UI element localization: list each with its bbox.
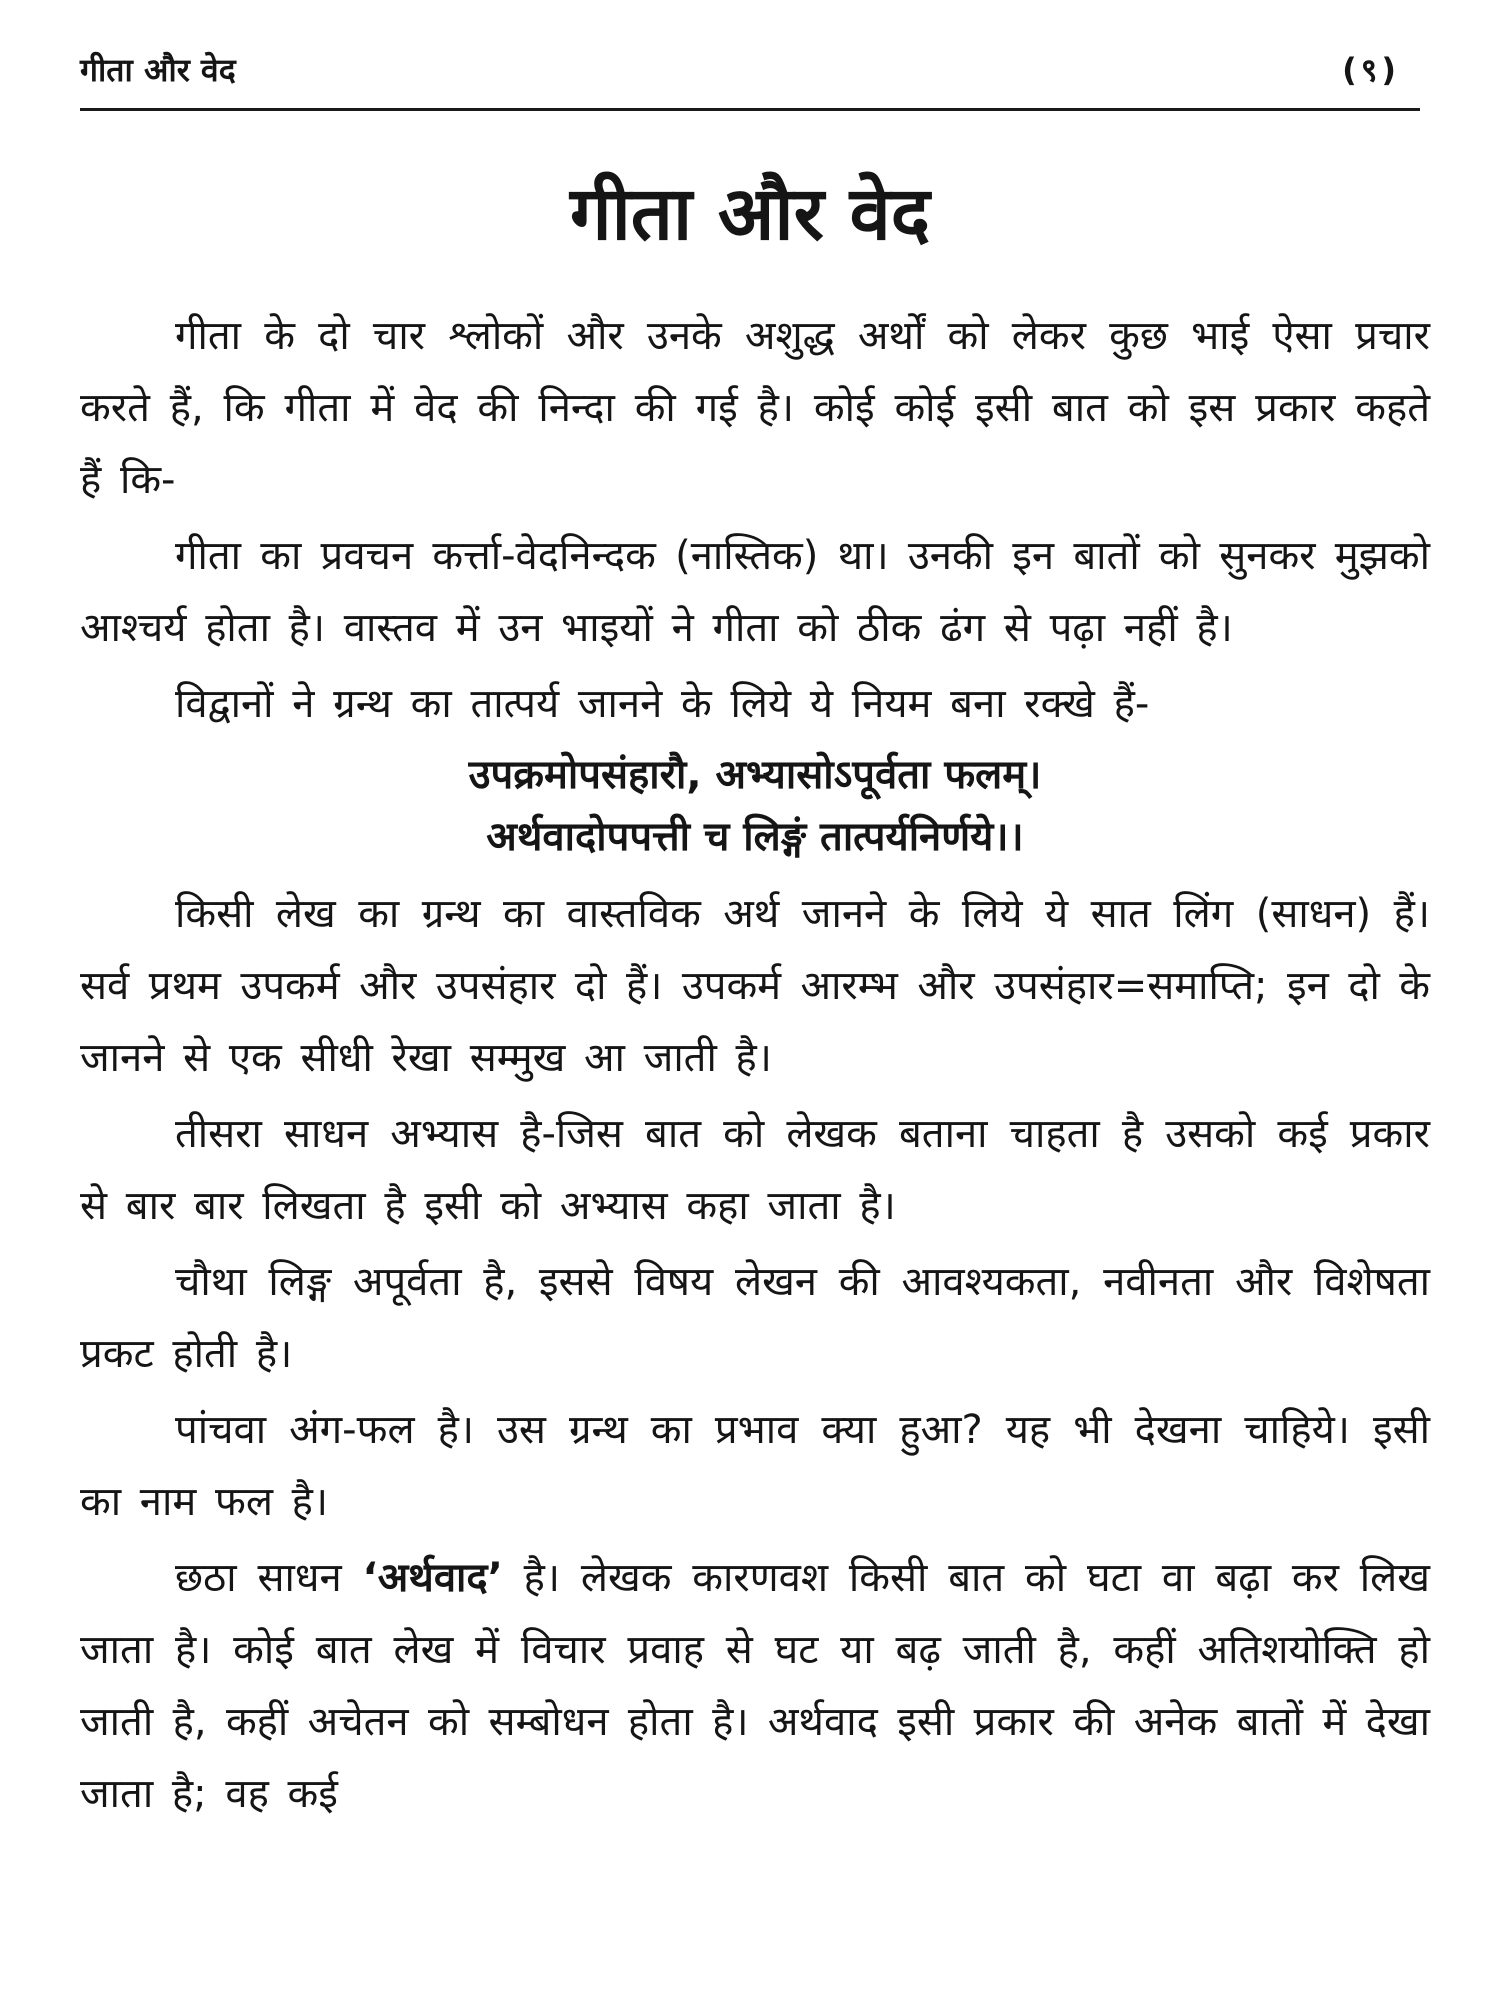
arthavad-term: ‘अर्थवाद’ <box>362 1555 503 1601</box>
sanskrit-verse <box>80 744 1430 868</box>
chapter-title: गीता और वेद <box>569 171 931 257</box>
paragraph-8-rest: है। लेखक कारणवश किसी बात को घटा वा बढ़ा कर लिख जाता है। कोई बात लेख में विचार प्रवाह से घट या बढ़ जाती है, कहीं अतिशयोक्ति हो जाती है, कहीं अचेतन को सम्बोधन होता है। अर्थवाद इसी प्रकार की अनेक बातों में देखा जाता है; वह कई <box>80 1555 1430 1817</box>
paragraph-7: पांचवा अंग-फल है। उस ग्रन्थ का प्रभाव क्या हुआ? यह भी देखना चाहिये। इसी का नाम फल है। <box>80 1407 1430 1525</box>
running-title: गीता और वेद <box>80 51 236 89</box>
verse-line-2: अर्थवादोपपत्ती च लिङ्गं तात्पर्यनिर्णये।। <box>486 814 1024 860</box>
paragraph-8 <box>80 1542 1430 1830</box>
paragraph-3: विद्वानों ने ग्रन्थ का तात्पर्य जानने के लिये ये नियम बना रक्खे हैं- <box>175 681 1150 727</box>
paragraph-1: गीता के दो चार श्लोकों और उनके अशुद्ध अर्थों को लेकर कुछ भाई ऐसा प्रचार करते हैं, कि गीता में वेद की निन्दा की गई है। कोई कोई इसी बात को इस प्रकार कहते हैं कि- <box>80 313 1430 503</box>
paragraph-4: किसी लेख का ग्रन्थ का वास्तविक अर्थ जानने के लिये ये सात लिंग (साधन) हैं। सर्व प्रथम उपकर्म और उपसंहार दो हैं। उपकर्म आरम्भ और उपसंहार=समाप्ति; इन दो के जानने से एक सीधी रेखा सम्मुख आ जाती है। <box>80 891 1430 1081</box>
body-text <box>80 300 1430 1834</box>
paragraph-2: गीता का प्रवचन कर्त्ता-वेदनिन्दक (नास्तिक) था। उनकी इन बातों को सुनकर मुझको आश्चर्य होता है। वास्तव में उन भाइयों ने गीता को ठीक ढंग से पढ़ा नहीं है। <box>80 533 1430 651</box>
running-header <box>80 48 1420 111</box>
page-number: (९) <box>1342 51 1400 89</box>
paragraph-6: चौथा लिङ्ग अपूर्वता है, इससे विषय लेखन की आवश्यकता, नवीनता और विशेषता प्रकट होती है। <box>80 1259 1430 1377</box>
paragraph-5: तीसरा साधन अभ्यास है-जिस बात को लेखक बताना चाहता है उसको कई प्रकार से बार बार लिखता है इसी को अभ्यास कहा जाता है। <box>80 1111 1430 1229</box>
verse-line-1: उपक्रमोपसंहारौ, अभ्यासोऽपूर्वता फलम्। <box>468 752 1042 798</box>
paragraph-8-lead: छठा साधन <box>175 1555 363 1601</box>
